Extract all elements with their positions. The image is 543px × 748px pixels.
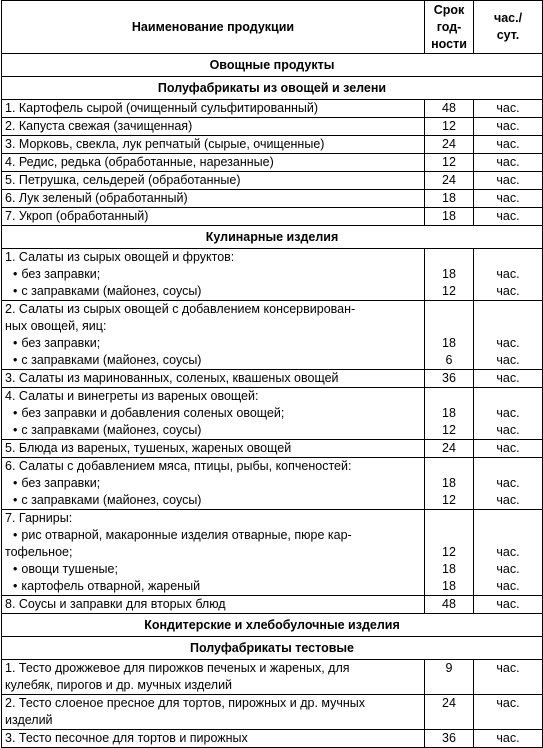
unit-label: час. xyxy=(496,119,520,133)
shelf-life-cell xyxy=(425,458,474,510)
product-name-text: 2. Тесто слоеное пресное для тортов, пирожных и др. мучных xyxy=(5,696,366,710)
product-name-cell xyxy=(2,596,425,614)
shelf-life-cell xyxy=(425,100,474,118)
column-header-period xyxy=(425,1,474,54)
bullet-item-text: • без заправки; xyxy=(5,475,421,492)
unit-label: час. xyxy=(496,579,520,593)
unit-label: час. xyxy=(496,661,520,675)
product-name-text: 3. Тесто песочное для тортов и пирожных xyxy=(5,731,248,745)
table-row xyxy=(2,249,543,301)
unit-label: час. xyxy=(496,284,520,298)
product-name-text: 6. Лук зеленый (обработанный) xyxy=(5,191,188,205)
unit-label: час. xyxy=(496,191,520,205)
shelf-life-cell xyxy=(425,440,474,458)
bullet-item-text: • овощи тушеные; xyxy=(5,561,421,578)
shelf-life-value xyxy=(428,510,470,527)
product-name-cell xyxy=(2,172,425,190)
shelf-life-value xyxy=(428,388,470,405)
table-row xyxy=(2,596,543,614)
shelf-life-value: 12 xyxy=(442,493,456,507)
unit-label: час. xyxy=(496,406,520,420)
unit-label: час. xyxy=(496,353,520,367)
unit-label xyxy=(477,677,539,694)
shelf-life-table xyxy=(1,0,543,748)
unit-cell xyxy=(474,388,543,440)
product-name-cell xyxy=(2,190,425,208)
table-row xyxy=(2,458,543,510)
unit-label: час. xyxy=(496,267,520,281)
shelf-life-value: 6 xyxy=(445,353,453,367)
product-name-cell xyxy=(2,118,425,136)
shelf-life-value xyxy=(428,318,470,335)
product-name-text: 4. Салаты и винегреты из вареных овощей: xyxy=(5,389,259,403)
shelf-life-value: 12 xyxy=(442,545,456,559)
unit-label: час. xyxy=(496,371,520,385)
section-heading: Кондитерские и хлебобулочные изделия xyxy=(2,614,543,637)
header-unit-line: час./ xyxy=(493,11,523,25)
section-row xyxy=(2,54,543,77)
unit-cell xyxy=(474,301,543,370)
shelf-life-cell xyxy=(425,208,474,226)
section-heading: Полуфабрикаты из овощей и зелени xyxy=(2,77,543,100)
product-name-text: 4. Редис, редька (обработанные, нарезанные) xyxy=(5,155,274,169)
product-name-text: 2. Капуста свежая (зачищенная) xyxy=(5,119,193,133)
unit-label: час. xyxy=(496,137,520,151)
shelf-life-value xyxy=(428,249,470,266)
bullet-item-text: • картофель отварной, жареный xyxy=(5,578,421,595)
unit-label: час. xyxy=(496,476,520,490)
table-row xyxy=(2,301,543,370)
table-row xyxy=(2,695,543,730)
unit-cell xyxy=(474,249,543,301)
unit-label: час. xyxy=(496,545,520,559)
product-name-cell xyxy=(2,154,425,172)
unit-label xyxy=(477,458,539,475)
shelf-life-cell xyxy=(425,154,474,172)
unit-label xyxy=(477,249,539,266)
product-name-cell xyxy=(2,660,425,695)
bullet-item-text: • без заправки; xyxy=(5,266,421,283)
shelf-life-cell xyxy=(425,301,474,370)
product-name-cell xyxy=(2,100,425,118)
product-name-cell xyxy=(2,730,425,748)
unit-label: час. xyxy=(496,731,520,745)
bullet-item-text: • без заправки; xyxy=(5,335,421,352)
product-name-text: 8. Соусы и заправки для вторых блюд xyxy=(5,597,226,611)
unit-label: час. xyxy=(496,493,520,507)
section-heading: Овощные продукты xyxy=(2,54,543,77)
unit-cell xyxy=(474,136,543,154)
unit-cell xyxy=(474,208,543,226)
product-name-cell xyxy=(2,695,425,730)
unit-cell xyxy=(474,370,543,388)
section-row xyxy=(2,637,543,660)
bullet-item-text: • с заправками (майонез, соусы) xyxy=(5,283,421,300)
shelf-life-value: 18 xyxy=(442,562,456,576)
product-name-cell xyxy=(2,249,425,301)
table-row xyxy=(2,118,543,136)
unit-cell xyxy=(474,596,543,614)
unit-label xyxy=(477,318,539,335)
table-row xyxy=(2,510,543,596)
shelf-life-cell xyxy=(425,695,474,730)
shelf-life-value: 36 xyxy=(442,371,456,385)
shelf-life-value: 24 xyxy=(442,173,456,187)
unit-cell xyxy=(474,190,543,208)
section-row xyxy=(2,614,543,637)
shelf-life-value: 18 xyxy=(442,209,456,223)
shelf-life-cell xyxy=(425,118,474,136)
shelf-life-value xyxy=(428,301,470,318)
product-name-text: 7. Укроп (обработанный) xyxy=(5,209,149,223)
unit-cell xyxy=(474,154,543,172)
shelf-life-cell xyxy=(425,370,474,388)
shelf-life-value: 18 xyxy=(442,191,456,205)
unit-label xyxy=(477,712,539,729)
bullet-item-text: • с заправками (майонез, соусы) xyxy=(5,492,421,509)
shelf-life-value: 18 xyxy=(442,476,456,490)
product-name-text: 1. Картофель сырой (очищенный сульфитированный) xyxy=(5,101,319,115)
shelf-life-value: 48 xyxy=(442,597,456,611)
shelf-life-cell xyxy=(425,596,474,614)
shelf-life-cell xyxy=(425,388,474,440)
product-name-text: тофельное; xyxy=(5,545,73,559)
table-row xyxy=(2,208,543,226)
product-name-text: 6. Салаты с добавлением мяса, птицы, рыбы, копченостей: xyxy=(5,459,352,473)
bullet-item-text: • с заправками (майонез, соусы) xyxy=(5,352,421,369)
product-name-cell xyxy=(2,458,425,510)
header-period-line: Срок xyxy=(433,2,465,17)
unit-cell xyxy=(474,118,543,136)
product-name-text: 1. Салаты из сырых овощей и фруктов: xyxy=(5,250,235,264)
unit-cell xyxy=(474,172,543,190)
unit-cell xyxy=(474,510,543,596)
unit-label: час. xyxy=(496,209,520,223)
shelf-life-value xyxy=(428,677,470,694)
product-name-text: 5. Петрушка, сельдерей (обработанные) xyxy=(5,173,241,187)
product-name-text: 3. Морковь, свекла, лук репчатый (сырые, очищенные) xyxy=(5,137,325,151)
bullet-item-text: • с заправками (майонез, соусы) xyxy=(5,422,421,439)
product-name-text: 1. Тесто дрожжевое для пирожков печеных и жареных, для xyxy=(5,661,350,675)
shelf-life-cell xyxy=(425,172,474,190)
product-name-text: 3. Салаты из маринованных, соленых, квашеных овощей xyxy=(5,371,339,385)
column-header-name: Наименование продукции xyxy=(2,1,425,54)
unit-label: час. xyxy=(496,696,520,710)
product-name-text: изделий xyxy=(5,713,53,727)
product-name-cell xyxy=(2,510,425,596)
unit-cell xyxy=(474,695,543,730)
table-row xyxy=(2,660,543,695)
shelf-life-value: 18 xyxy=(442,579,456,593)
product-name-cell xyxy=(2,208,425,226)
unit-label xyxy=(477,527,539,544)
unit-label: час. xyxy=(496,441,520,455)
table-body xyxy=(2,54,543,748)
unit-cell xyxy=(474,440,543,458)
unit-label: час. xyxy=(496,173,520,187)
shelf-life-value: 36 xyxy=(442,731,456,745)
unit-cell xyxy=(474,458,543,510)
header-unit-line: сут. xyxy=(496,28,520,42)
product-name-cell xyxy=(2,301,425,370)
unit-label: час. xyxy=(496,423,520,437)
shelf-life-cell xyxy=(425,136,474,154)
product-name-text: 7. Гарниры: xyxy=(5,511,73,525)
product-name-cell xyxy=(2,440,425,458)
table-row xyxy=(2,154,543,172)
column-header-unit xyxy=(474,1,543,54)
shelf-life-value: 12 xyxy=(442,423,456,437)
shelf-life-cell xyxy=(425,730,474,748)
shelf-life-value: 24 xyxy=(442,137,456,151)
unit-cell xyxy=(474,100,543,118)
unit-label xyxy=(477,301,539,318)
table-row xyxy=(2,100,543,118)
shelf-life-value: 18 xyxy=(442,267,456,281)
shelf-life-value xyxy=(428,527,470,544)
header-period-line: год- xyxy=(436,19,462,34)
shelf-life-cell xyxy=(425,660,474,695)
product-name-text: ных овощей, яиц: xyxy=(5,319,107,333)
shelf-life-value xyxy=(428,458,470,475)
product-name-text: кулебяк, пирогов и др. мучных изделий xyxy=(5,678,233,692)
shelf-life-value: 18 xyxy=(442,406,456,420)
unit-label: час. xyxy=(496,336,520,350)
unit-cell xyxy=(474,730,543,748)
bullet-item-text: • без заправки и добавления соленых овощей; xyxy=(5,405,421,422)
unit-label: час. xyxy=(496,155,520,169)
unit-label: час. xyxy=(496,597,520,611)
unit-label xyxy=(477,510,539,527)
section-heading: Полуфабрикаты тестовые xyxy=(2,637,543,660)
table-row xyxy=(2,172,543,190)
bullet-item-text: • рис отварной, макаронные изделия отварные, пюре кар- xyxy=(5,527,421,544)
shelf-life-value: 12 xyxy=(442,284,456,298)
header-period-line: ности xyxy=(431,36,467,51)
shelf-life-value: 12 xyxy=(442,119,456,133)
product-name-cell xyxy=(2,388,425,440)
unit-label xyxy=(477,388,539,405)
shelf-life-cell xyxy=(425,190,474,208)
product-name-text: 2. Салаты из сырых овощей с добавлением консервирован- xyxy=(5,302,356,316)
shelf-life-cell xyxy=(425,510,474,596)
shelf-life-cell xyxy=(425,249,474,301)
table-row xyxy=(2,730,543,748)
unit-label: час. xyxy=(496,562,520,576)
table-row xyxy=(2,136,543,154)
shelf-life-value: 12 xyxy=(442,155,456,169)
shelf-life-value: 24 xyxy=(442,696,456,710)
table-row xyxy=(2,440,543,458)
unit-label: час. xyxy=(496,101,520,115)
shelf-life-value: 18 xyxy=(442,336,456,350)
section-row xyxy=(2,77,543,100)
table-row xyxy=(2,370,543,388)
table-header-row xyxy=(2,1,543,54)
unit-cell xyxy=(474,660,543,695)
shelf-life-value: 24 xyxy=(442,441,456,455)
product-name-cell xyxy=(2,370,425,388)
shelf-life-value: 48 xyxy=(442,101,456,115)
table-row xyxy=(2,190,543,208)
section-heading: Кулинарные изделия xyxy=(2,226,543,249)
product-name-text: 5. Блюда из вареных, тушеных, жареных овощей xyxy=(5,441,292,455)
shelf-life-value: 9 xyxy=(445,661,453,675)
section-row xyxy=(2,226,543,249)
shelf-life-value xyxy=(428,712,470,729)
table-row xyxy=(2,388,543,440)
product-name-cell xyxy=(2,136,425,154)
